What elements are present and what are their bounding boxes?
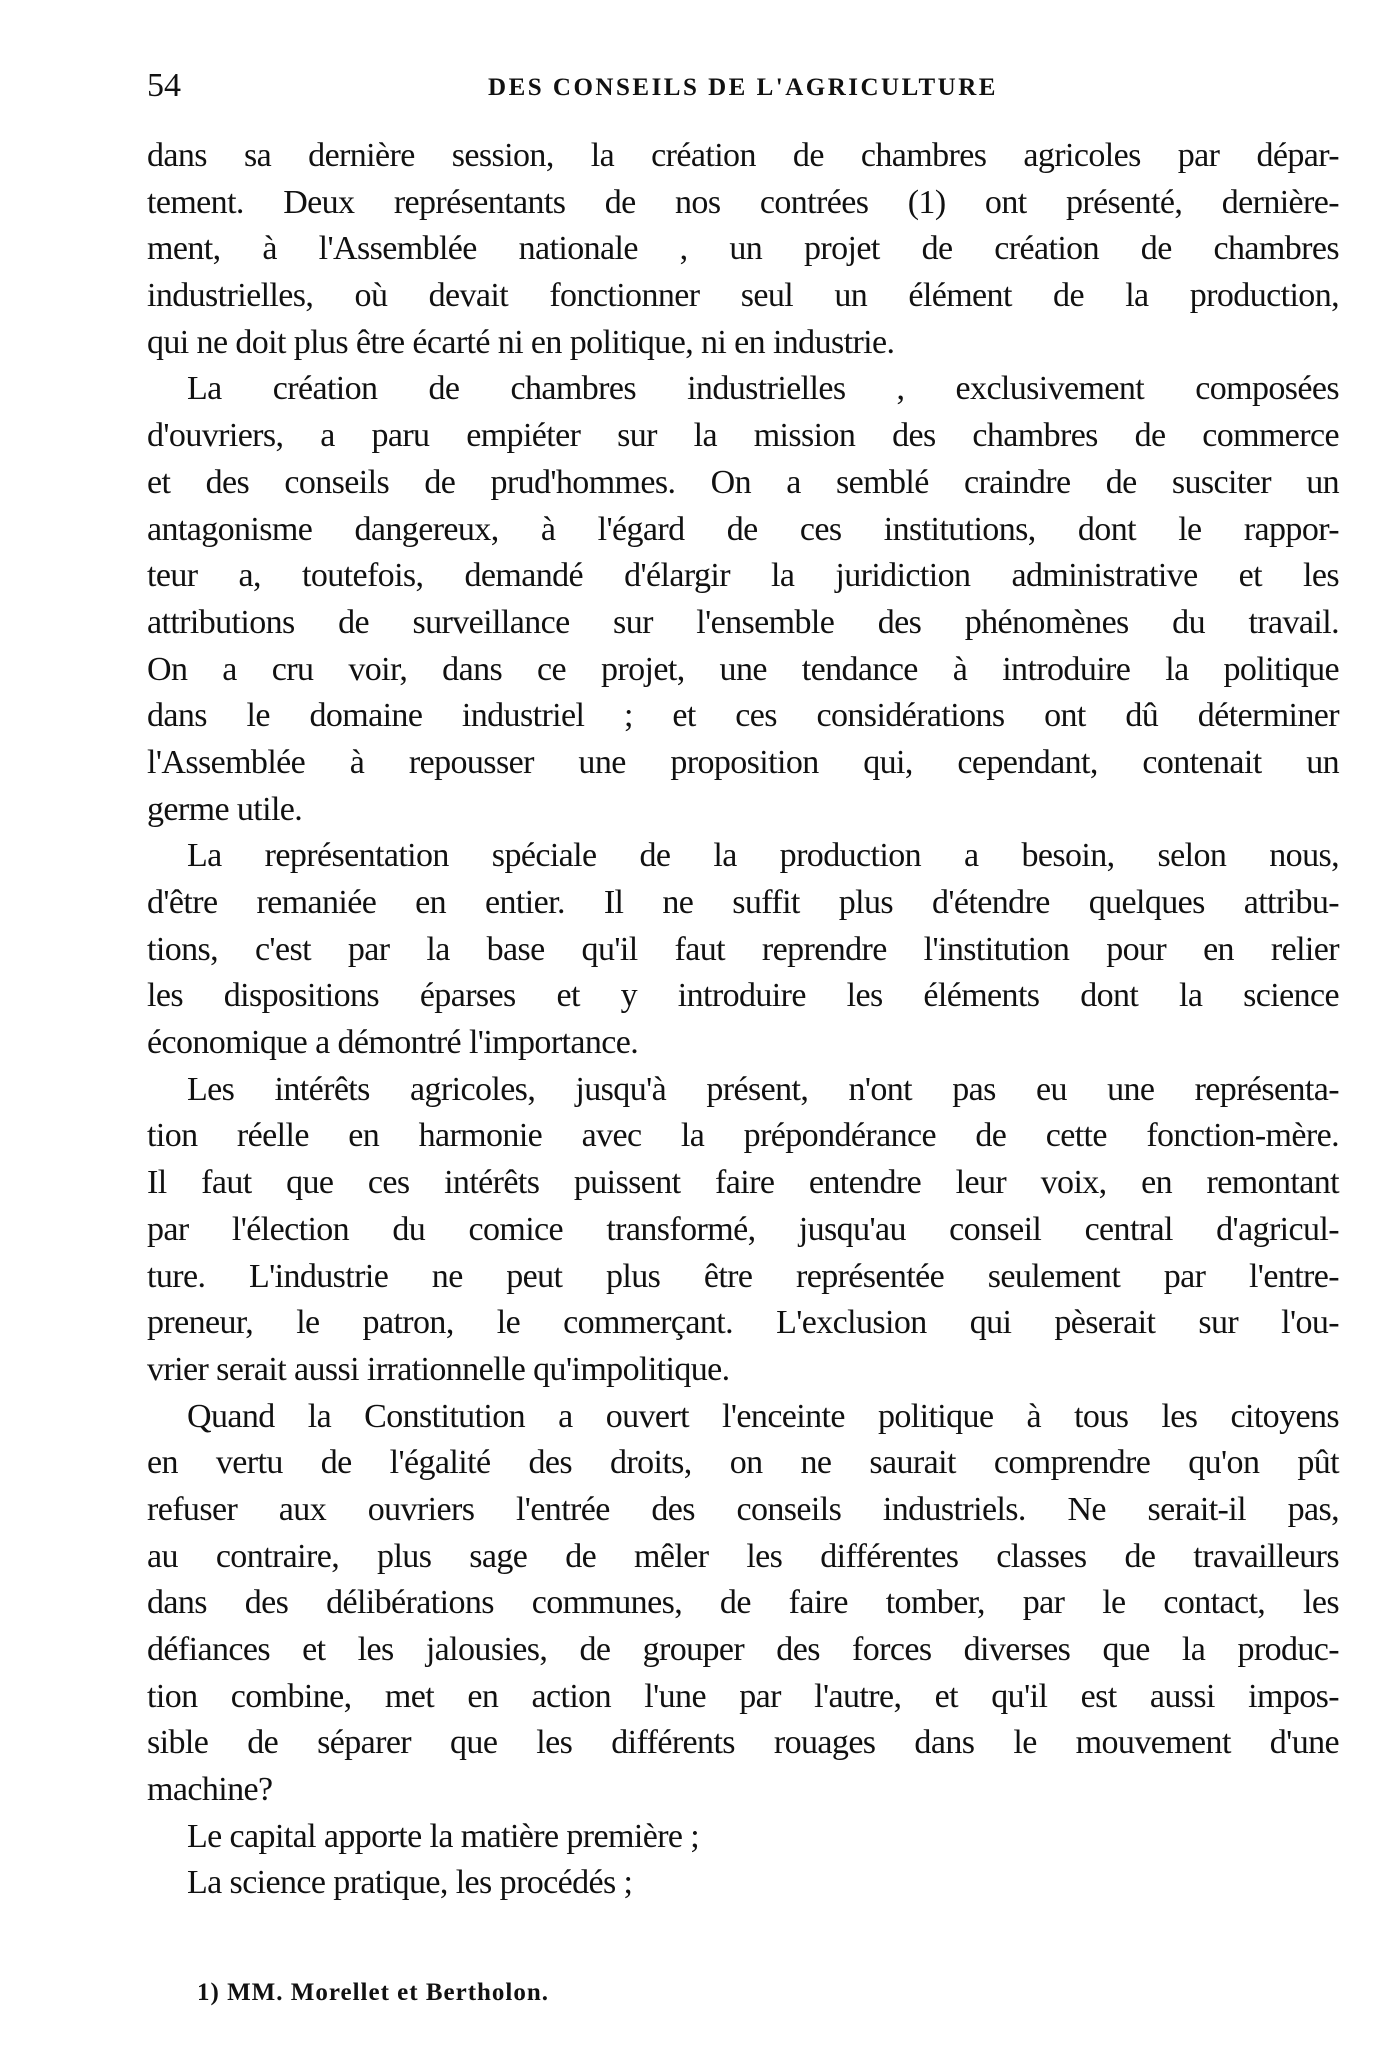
text-line: La création de chambres industrielles , exclusivement composées (187, 370, 1339, 408)
text-line: La représentation spéciale de la production a besoin, selon nous, (187, 837, 1339, 875)
text-line: dans le domaine industriel ; et ces considérations ont dû déterminer (147, 697, 1339, 735)
text-line: et des conseils de prud'hommes. On a semblé craindre de susciter un (147, 463, 1339, 501)
text-line: Le capital apporte la matière première ; (187, 1817, 700, 1855)
text-line: ture. L'industrie ne peut plus être représentée seulement par l'entre- (147, 1257, 1339, 1295)
footnote: 1) MM. Morellet et Bertholon. (197, 1979, 550, 2006)
text-line: d'ouvriers, a paru empiéter sur la mission des chambres de commerce (147, 417, 1339, 455)
text-line: machine? (147, 1771, 273, 1809)
text-line: défiances et les jalousies, de grouper des forces diverses que la produc- (147, 1631, 1339, 1668)
text-line: teur a, toutefois, demandé d'élargir la juridiction administrative et les (147, 557, 1339, 595)
text-line: tions, c'est par la base qu'il faut reprendre l'institution pour en relier (147, 930, 1339, 968)
text-line: industrielles, où devait fonctionner seul un élément de la production, (147, 277, 1339, 315)
text-line: attributions de surveillance sur l'ensemble des phénomènes du travail. (147, 603, 1339, 641)
text-line: les dispositions éparses et y introduire les éléments dont la science (147, 977, 1339, 1015)
text-line: Quand la Constitution a ouvert l'enceinte politique à tous les citoyens (187, 1397, 1339, 1435)
text-line: ment, à l'Assemblée nationale , un projet de création de chambres (147, 230, 1339, 268)
text-line: qui ne doit plus être écarté ni en politique, ni en industrie. (147, 323, 895, 361)
text-line: sible de séparer que les différents rouages dans le mouvement d'une (147, 1724, 1339, 1762)
page-number: 54 (147, 67, 181, 104)
page-header (147, 66, 1339, 106)
running-title: DES CONSEILS DE L'AGRICULTURE (488, 74, 998, 101)
text-line: La science pratique, les procédés ; (187, 1864, 633, 1902)
text-line: au contraire, plus sage de mêler les différentes classes de travailleurs (147, 1537, 1339, 1575)
text-line: tion réelle en harmonie avec la prépondérance de cette fonction-mère. (147, 1117, 1339, 1155)
text-line: On a cru voir, dans ce projet, une tendance à introduire la politique (147, 650, 1339, 688)
text-line: antagonisme dangereux, à l'égard de ces institutions, dont le rappor- (147, 510, 1339, 548)
text-line: en vertu de l'égalité des droits, on ne saurait comprendre qu'on pût (147, 1444, 1339, 1482)
text-line: preneur, le patron, le commerçant. L'exclusion qui pèserait sur l'ou- (147, 1304, 1339, 1342)
text-line: germe utile. (147, 790, 303, 828)
text-line: d'être remaniée en entier. Il ne suffit plus d'étendre quelques attribu- (147, 884, 1339, 921)
text-line: tement. Deux représentants de nos contrées (1) ont présenté, dernière- (147, 183, 1339, 221)
text-line: dans des délibérations communes, de faire tomber, par le contact, les (147, 1584, 1339, 1622)
text-line: l'Assemblée à repousser une proposition qui, cependant, contenait un (147, 743, 1339, 781)
text-line: Il faut que ces intérêts puissent faire entendre leur voix, en remontant (147, 1164, 1339, 1202)
text-line: par l'élection du comice transformé, jusqu'au conseil central d'agricul- (147, 1210, 1339, 1248)
text-line: refuser aux ouvriers l'entrée des conseils industriels. Ne serait-il pas, (147, 1490, 1339, 1528)
body-text (147, 133, 1339, 1907)
text-line: Les intérêts agricoles, jusqu'à présent, n'ont pas eu une représenta- (187, 1070, 1339, 1108)
text-line: dans sa dernière session, la création de chambres agricoles par dépar- (147, 137, 1339, 174)
text-line: tion combine, met en action l'une par l'autre, et qu'il est aussi impos- (147, 1677, 1339, 1715)
text-line: vrier serait aussi irrationnelle qu'impolitique. (147, 1350, 730, 1388)
text-line: économique a démontré l'importance. (147, 1024, 639, 1062)
